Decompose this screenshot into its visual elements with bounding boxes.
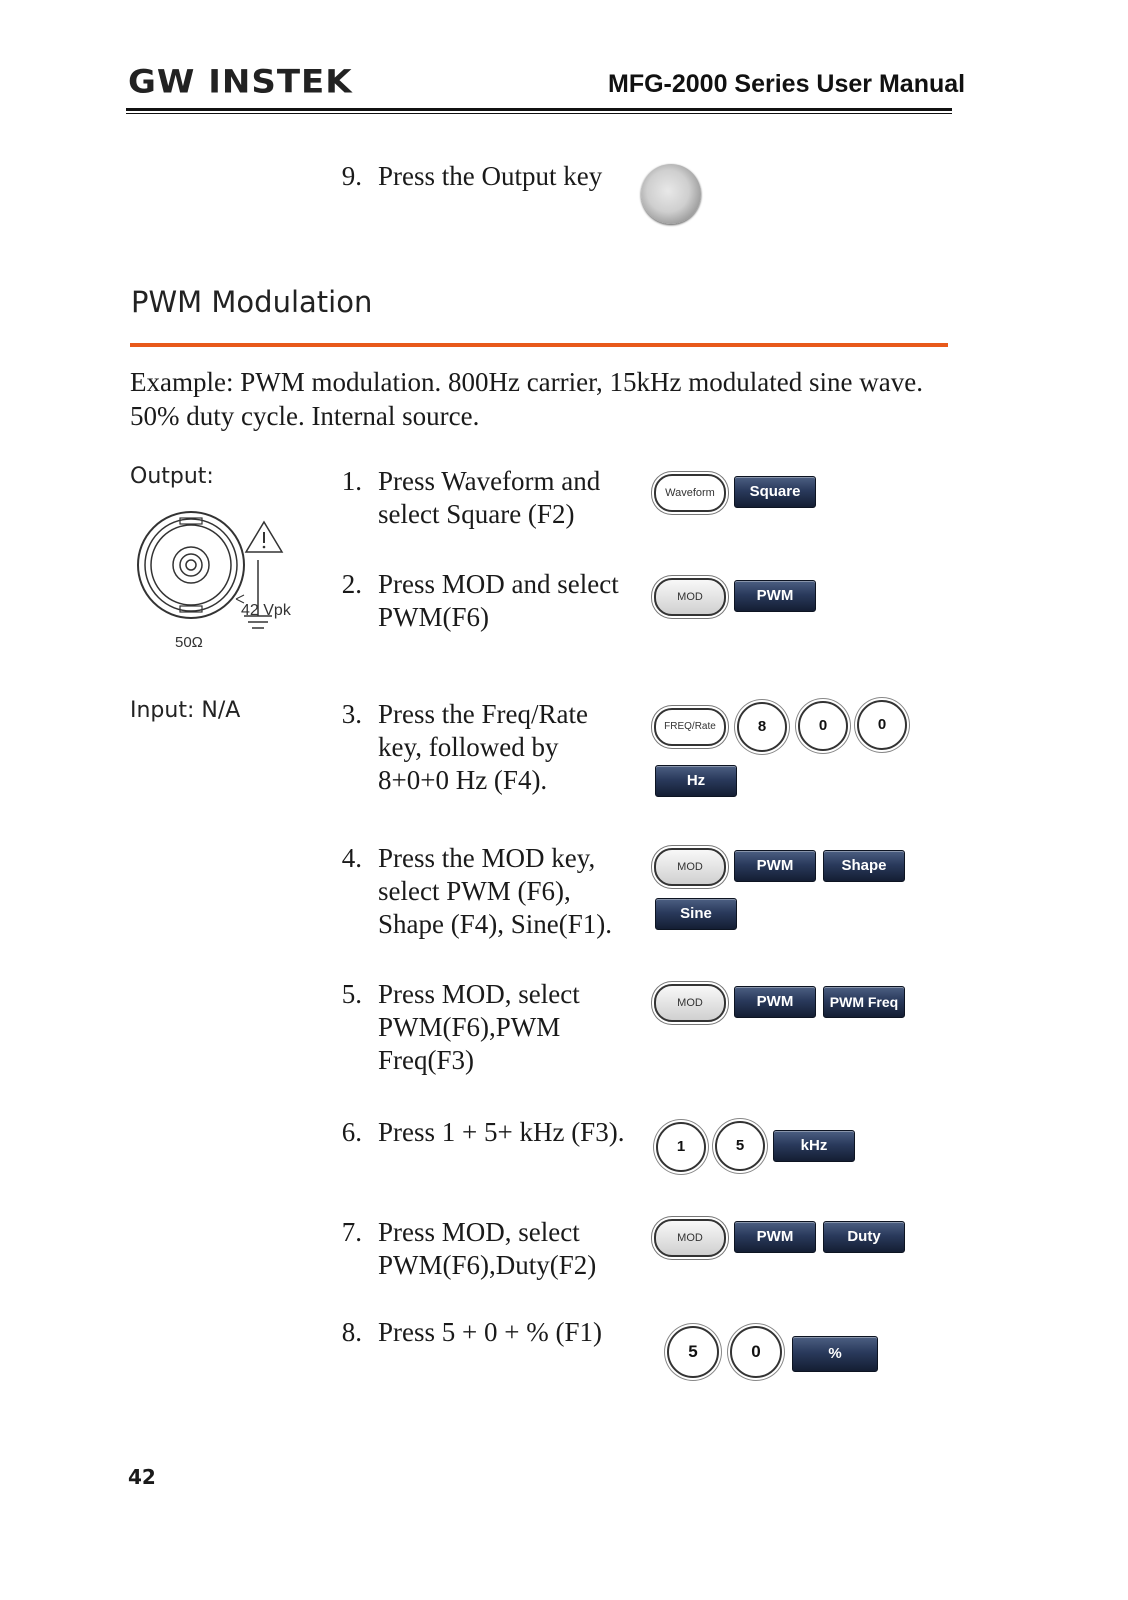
- pwm-freq-softkey: PWM Freq: [823, 986, 905, 1018]
- mod-key: MOD: [654, 984, 726, 1022]
- section-title: PWM Modulation: [131, 285, 373, 319]
- step-text: Press 5 + 0 + % (F1): [378, 1317, 602, 1347]
- connector-voltage: 42 Vpk: [241, 602, 291, 619]
- pwm-softkey: PWM: [734, 850, 816, 882]
- step-number: 9.: [341, 161, 362, 191]
- section-rule: [130, 343, 948, 347]
- duty-softkey: Duty: [823, 1221, 905, 1253]
- step-text: Press Waveform and select Square (F2): [378, 466, 601, 529]
- sine-softkey: Sine: [655, 898, 737, 930]
- connector-impedance: 50Ω: [175, 634, 203, 651]
- input-label: Input: N/A: [130, 698, 241, 723]
- output-key-icon: [641, 164, 701, 224]
- square-softkey: Square: [734, 476, 816, 508]
- digit-5-key: 5: [667, 1326, 719, 1378]
- digit-0-key: 0: [857, 700, 907, 750]
- page-number: 42: [128, 1465, 156, 1489]
- step-text: Press MOD and select PWM(F6): [378, 569, 619, 632]
- example-paragraph: Example: PWM modulation. 800Hz carrier, 15kHz modulated sine wave. 50% duty cycle. Internal source.: [130, 367, 923, 431]
- step-text: Press MOD, select PWM(F6),PWM Freq(F3): [378, 979, 580, 1075]
- shape-softkey: Shape: [823, 850, 905, 882]
- step-text: Press the MOD key, select PWM (F6), Shape (F4), Sine(F1).: [378, 843, 612, 939]
- digit-8-key: 8: [737, 702, 787, 752]
- header-rule-thin: [126, 113, 952, 114]
- mod-key: MOD: [654, 1219, 726, 1257]
- pwm-softkey: PWM: [734, 986, 816, 1018]
- gw-instek-logo: GW INSTEK: [128, 63, 353, 101]
- step-number: 2.: [341, 569, 362, 599]
- step-number: 4.: [341, 843, 362, 873]
- manual-title: MFG-2000 Series User Manual: [608, 70, 966, 98]
- step-number: 6.: [341, 1117, 362, 1147]
- step-number: 1.: [341, 466, 362, 496]
- khz-softkey: kHz: [773, 1130, 855, 1162]
- step-text: Press the Output key: [378, 161, 603, 191]
- step-number: 8.: [341, 1317, 362, 1347]
- freq-rate-key: FREQ/Rate: [654, 708, 726, 746]
- output-label: Output:: [130, 464, 214, 489]
- header-rule: [126, 108, 952, 111]
- waveform-key: Waveform: [654, 474, 726, 512]
- step-text: Press the Freq/Rate key, followed by 8+0+0 Hz (F4).: [378, 699, 588, 795]
- mod-key: MOD: [654, 578, 726, 616]
- step-text: Press 1 + 5+ kHz (F3).: [378, 1117, 625, 1147]
- digit-0-key: 0: [798, 701, 848, 751]
- percent-softkey: %: [792, 1336, 878, 1372]
- step-number: 3.: [341, 699, 362, 729]
- mod-key: MOD: [654, 848, 726, 886]
- step-text: Press MOD, select PWM(F6),Duty(F2): [378, 1217, 597, 1280]
- digit-5-key: 5: [715, 1121, 765, 1171]
- step-number: 5.: [341, 979, 362, 1009]
- pwm-softkey: PWM: [734, 1221, 816, 1253]
- step-number: 7.: [341, 1217, 362, 1247]
- digit-1-key: 1: [656, 1122, 706, 1172]
- pwm-softkey: PWM: [734, 580, 816, 612]
- digit-0-key: 0: [730, 1326, 782, 1378]
- hz-softkey: Hz: [655, 765, 737, 797]
- bnc-connector-icon: [136, 510, 296, 650]
